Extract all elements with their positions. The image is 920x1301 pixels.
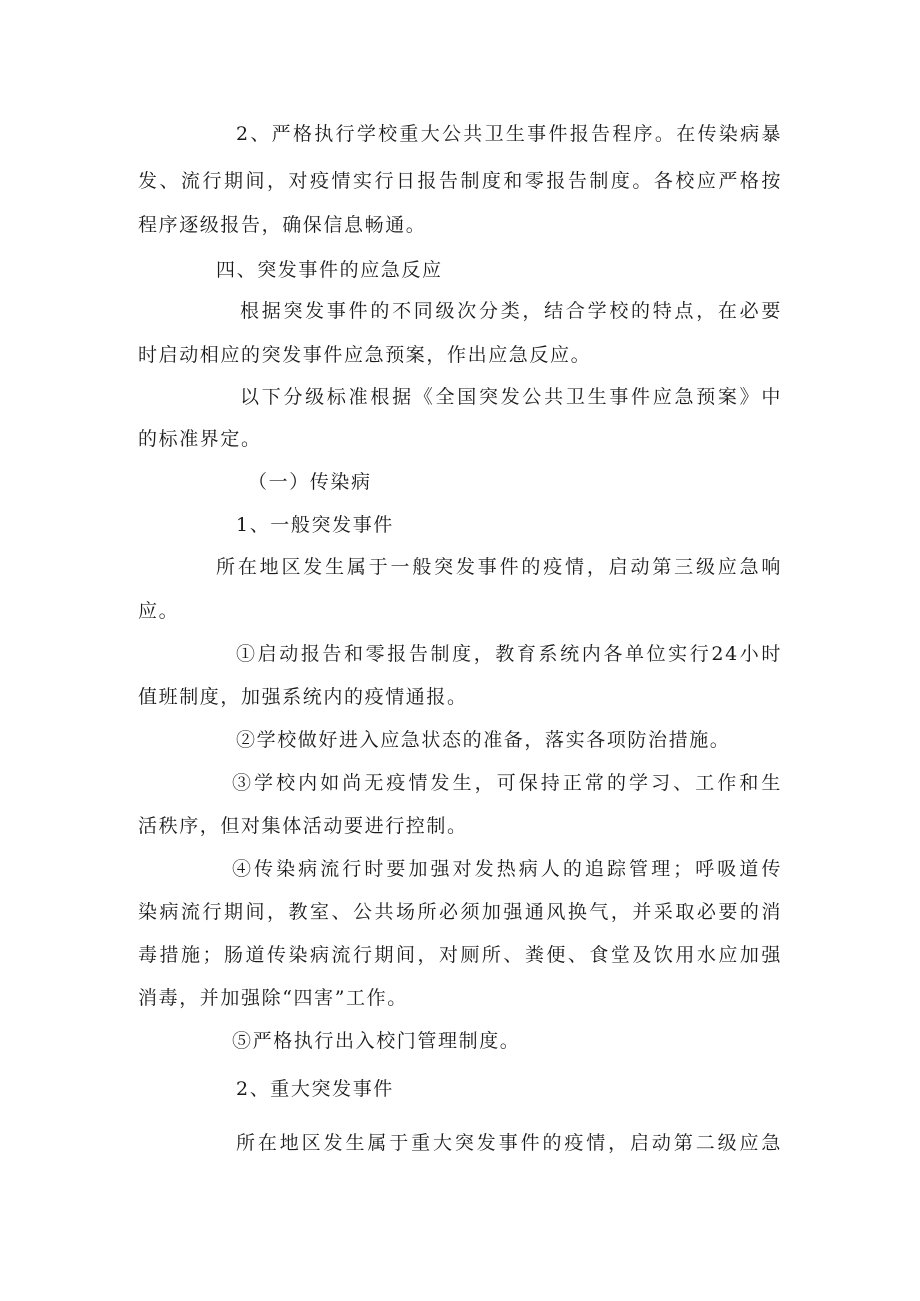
paragraph-reporting-line-1: 2、严格执行学校重大公共卫生事件报告程序。在传染病暴	[236, 123, 782, 145]
list-item-3-line-2: 活秩序，但对集体活动要进行控制。	[138, 815, 468, 837]
paragraph-standard-line-2: 的标准界定。	[138, 428, 262, 450]
subheading-infectious-disease: （一）传染病	[248, 471, 372, 493]
paragraph-major-incident-line-1: 所在地区发生属于重大突发事件的疫情，启动第二级应急	[236, 1132, 782, 1154]
paragraph-standard-line-1: 以下分级标准根据《全国突发公共卫生事件应急预案》中	[240, 386, 782, 408]
list-item-4-line-4: 消毒，并加强除“四害”工作。	[138, 987, 408, 1009]
list-item-3-line-1: ③学校内如尚无疫情发生，可保持正常的学习、工作和生	[232, 772, 782, 794]
paragraph-reporting-line-2: 发、流行期间，对疫情实行日报告制度和零报告制度。各校应严格按	[138, 170, 782, 192]
paragraph-general-incident-line-2: 应。	[138, 600, 180, 622]
list-item-4-line-3: 毒措施；肠道传染病流行期间，对厕所、粪便、食堂及饮用水应加强	[138, 944, 782, 966]
section-heading-emergency-response: 四、突发事件的应急反应	[216, 259, 443, 281]
paragraph-reporting-line-3: 程序逐级报告，确保信息畅通。	[138, 214, 427, 236]
paragraph-classification-line-1: 根据突发事件的不同级次分类，结合学校的特点，在必要	[240, 300, 782, 322]
list-item-4-line-1: ④传染病流行时要加强对发热病人的追踪管理；呼吸道传	[232, 858, 782, 880]
list-item-2: ②学校做好进入应急状态的准备，落实各项防治措施。	[236, 729, 731, 751]
subheading-general-incident: 1、一般突发事件	[236, 514, 394, 536]
paragraph-general-incident-line-1: 所在地区发生属于一般突发事件的疫情，启动第三级应急响	[216, 556, 782, 578]
list-item-4-line-2: 染病流行期间，教室、公共场所必须加强通风换气，并采取必要的消	[138, 901, 782, 923]
list-item-1-line-2: 值班制度，加强系统内的疫情通报。	[138, 686, 468, 708]
paragraph-classification-line-2: 时启动相应的突发事件应急预案，作出应急反应。	[138, 344, 592, 366]
subheading-major-incident: 2、重大突发事件	[236, 1078, 394, 1100]
list-item-5: ⑤严格执行出入校门管理制度。	[232, 1030, 521, 1052]
list-item-1-line-1: ①启动报告和零报告制度，教育系统内各单位实行24小时	[236, 643, 782, 665]
